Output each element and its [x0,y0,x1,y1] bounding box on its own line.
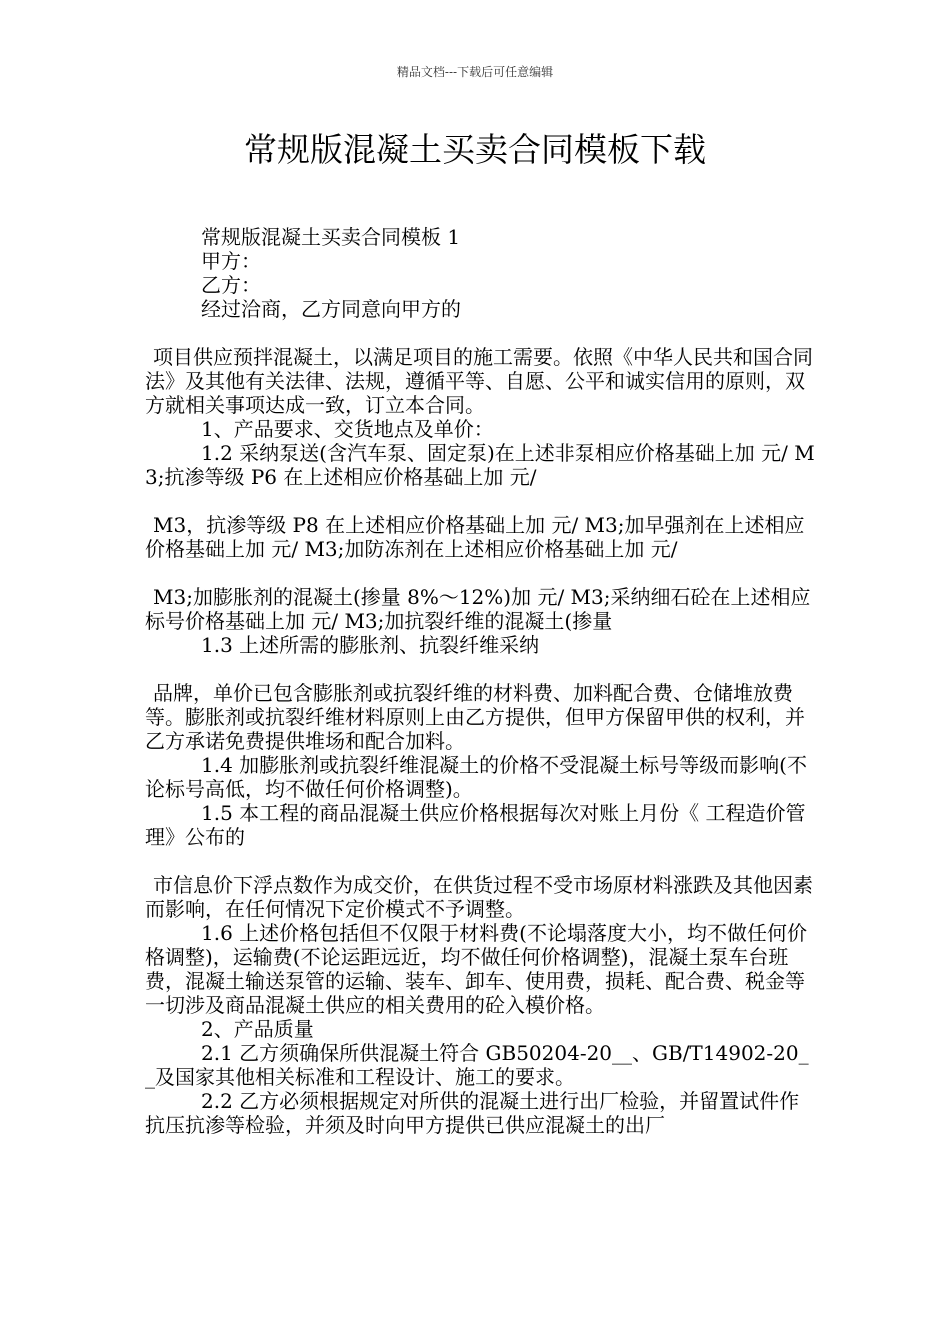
spacer [145,561,817,585]
spacer [145,849,817,873]
clause-1-2-continued-2: M3;加膨胀剂的混凝土(掺量 8%～12%)加 元/ M3;采纳细石砼在上述相应标号价格基础上加 元/ M3;加抗裂纤维的混凝土(掺量 [145,585,811,633]
header-note: 精品文档---下载后可任意编辑 [396,65,554,79]
clause-1-3-continued: 品牌，单价已包含膨胀剂或抗裂纤维的材料费、加料配合费、仓储堆放费等。膨胀剂或抗裂纤维材料原则上由乙方提供，但甲方保留甲供的权利，并乙方承诺免费提供堆场和配合加料。 [145,681,805,753]
paragraph-template-name: 常规版混凝土买卖合同模板 1 [201,225,461,249]
clause-1-4: 1.4 加膨胀剂或抗裂纤维混凝土的价格不受混凝土标号等级而影响(不论标号高低，均不做任何价格调整)。 [145,753,807,801]
document-title: 常规版混凝土买卖合同模板下载 [244,130,706,169]
spacer [145,657,817,681]
clause-1-5-continued: 市信息价下浮点数作为成交价，在供货过程不受市场原材料涨跌及其他因素而影响，在任何情况下定价模式不予调整。 [145,873,813,921]
paragraph-project-supply: 项目供应预拌混凝土，以满足项目的施工需要。依照《中华人民共和国合同法》及其他有关法律、法规，遵循平等、自愿、公平和诚实信用的原则，双方就相关事项达成一致，订立本合同。 [145,345,813,417]
paragraph-party-b: 乙方： [201,273,261,297]
clause-1-3: 1.3 上述所需的膨胀剂、抗裂纤维采纳 [201,633,540,657]
document-body [145,225,817,1137]
section-heading-product-requirements: 1、产品要求、交货地点及单价： [201,417,494,441]
spacer [145,321,817,345]
clause-1-5: 1.5 本工程的商品混凝土供应价格根据每次对账上月份《 工程造价管理》公布的 [145,801,806,849]
spacer [145,489,817,513]
clause-2-2: 2.2 乙方必须根据规定对所供的混凝土进行出厂检验，并留置试件作抗压抗渗等检验，并须及时向甲方提供已供应混凝土的出厂 [145,1089,800,1137]
clause-1-6: 1.6 上述价格包括但不仅限于材料费(不论塌落度大小，均不做任何价格调整)，运输费(不论运距远近，均不做任何价格调整)，混凝土泵车台班费，混凝土输送泵管的运输、装车、卸车、使用费，损耗、配合费、税金等一切涉及商品混凝土供应的相关费用的砼入模价格。 [145,921,807,1017]
paragraph-party-a: 甲方： [201,249,261,273]
section-heading-product-quality: 2、产品质量 [201,1017,314,1041]
clause-2-1: 2.1 乙方须确保所供混凝土符合 GB50204-20__、GB/T14902-20__及国家其他相关标准和工程设计、施工的要求。 [145,1041,809,1089]
clause-1-2: 1.2 采纳泵送(含汽车泵、固定泵)在上述非泵相应价格基础上加 元/ M3;抗渗等级 P6 在上述相应价格基础上加 元/ [145,441,815,489]
paragraph-negotiation: 经过洽商，乙方同意向甲方的 [201,297,461,321]
clause-1-2-continued: M3，抗渗等级 P8 在上述相应价格基础上加 元/ M3;加早强剂在上述相应价格基础上加 元/ M3;加防冻剂在上述相应价格基础上加 元/ [145,513,805,561]
